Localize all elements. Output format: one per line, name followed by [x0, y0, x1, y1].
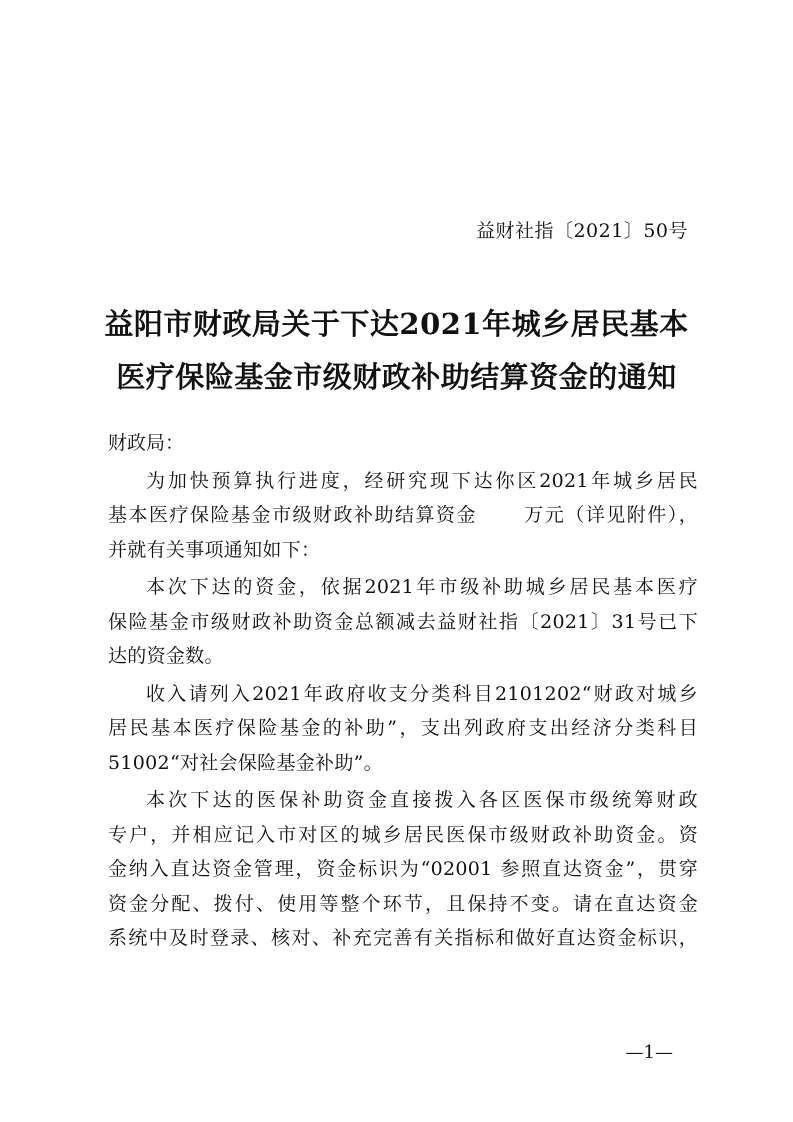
- page-number: —1—: [625, 1042, 673, 1063]
- title-line-1: 益阳市财政局关于下达2021年城乡居民基本: [104, 307, 689, 341]
- paragraph-line: 专户，并相应记入市对区的城乡居民医保市级财政补助资金。资: [108, 823, 698, 846]
- paragraph-3: [108, 677, 698, 781]
- paragraph-line: 居民基本医疗保险基金的补助”，支出列政府支出经济分类科目: [108, 717, 698, 739]
- document-number: 益财社指〔2021〕50号: [475, 220, 688, 242]
- paragraph-line: 系统中及时登录、核对、补充完善有关指标和做好直达资金标识，: [108, 927, 698, 949]
- paragraph-4: [108, 783, 698, 956]
- paragraph-line-text: 基本医疗保险基金市级财政补助结算资金: [108, 504, 477, 526]
- paragraph-line: 收入请列入2021年政府收支分类科目2101202“财政对城乡: [146, 682, 698, 705]
- paragraph-line: 保险基金市级财政补助资金总额减去益财社指〔2021〕31号已下: [108, 610, 698, 633]
- paragraph-line: [108, 498, 698, 533]
- paragraph-line: 金纳入直达资金管理，资金标识为“02001 参照直达资金”，贯穿: [108, 858, 698, 880]
- title-line-2: 医疗保险基金市级财政补助结算资金的通知: [116, 360, 677, 394]
- paragraph-line: 51002“对社会保险基金补助”。: [108, 751, 383, 774]
- paragraph-line: 并就有关事项通知如下：: [108, 538, 321, 561]
- paragraph-line: 本次下达的资金，依据2021年市级补助城乡居民基本医疗: [146, 576, 698, 598]
- paragraph-2: [108, 570, 698, 674]
- salutation: 财政局：: [108, 432, 185, 454]
- paragraph-line: 资金分配、拨付、使用等整个环节，且保持不变。请在直达资金: [108, 892, 698, 915]
- document-body: [108, 426, 698, 956]
- paragraph-line: 达的资金数。: [108, 645, 224, 667]
- paragraph-1: [108, 464, 698, 568]
- paragraph-line: 本次下达的医保补助资金直接拨入各区医保市级统筹财政: [146, 789, 698, 811]
- paragraph-line: 为加快预算执行进度，经研究现下达你区2021年城乡居民: [146, 469, 698, 492]
- document-title: [0, 298, 793, 404]
- paragraph-line-text: 万元（详见附件），: [523, 504, 698, 526]
